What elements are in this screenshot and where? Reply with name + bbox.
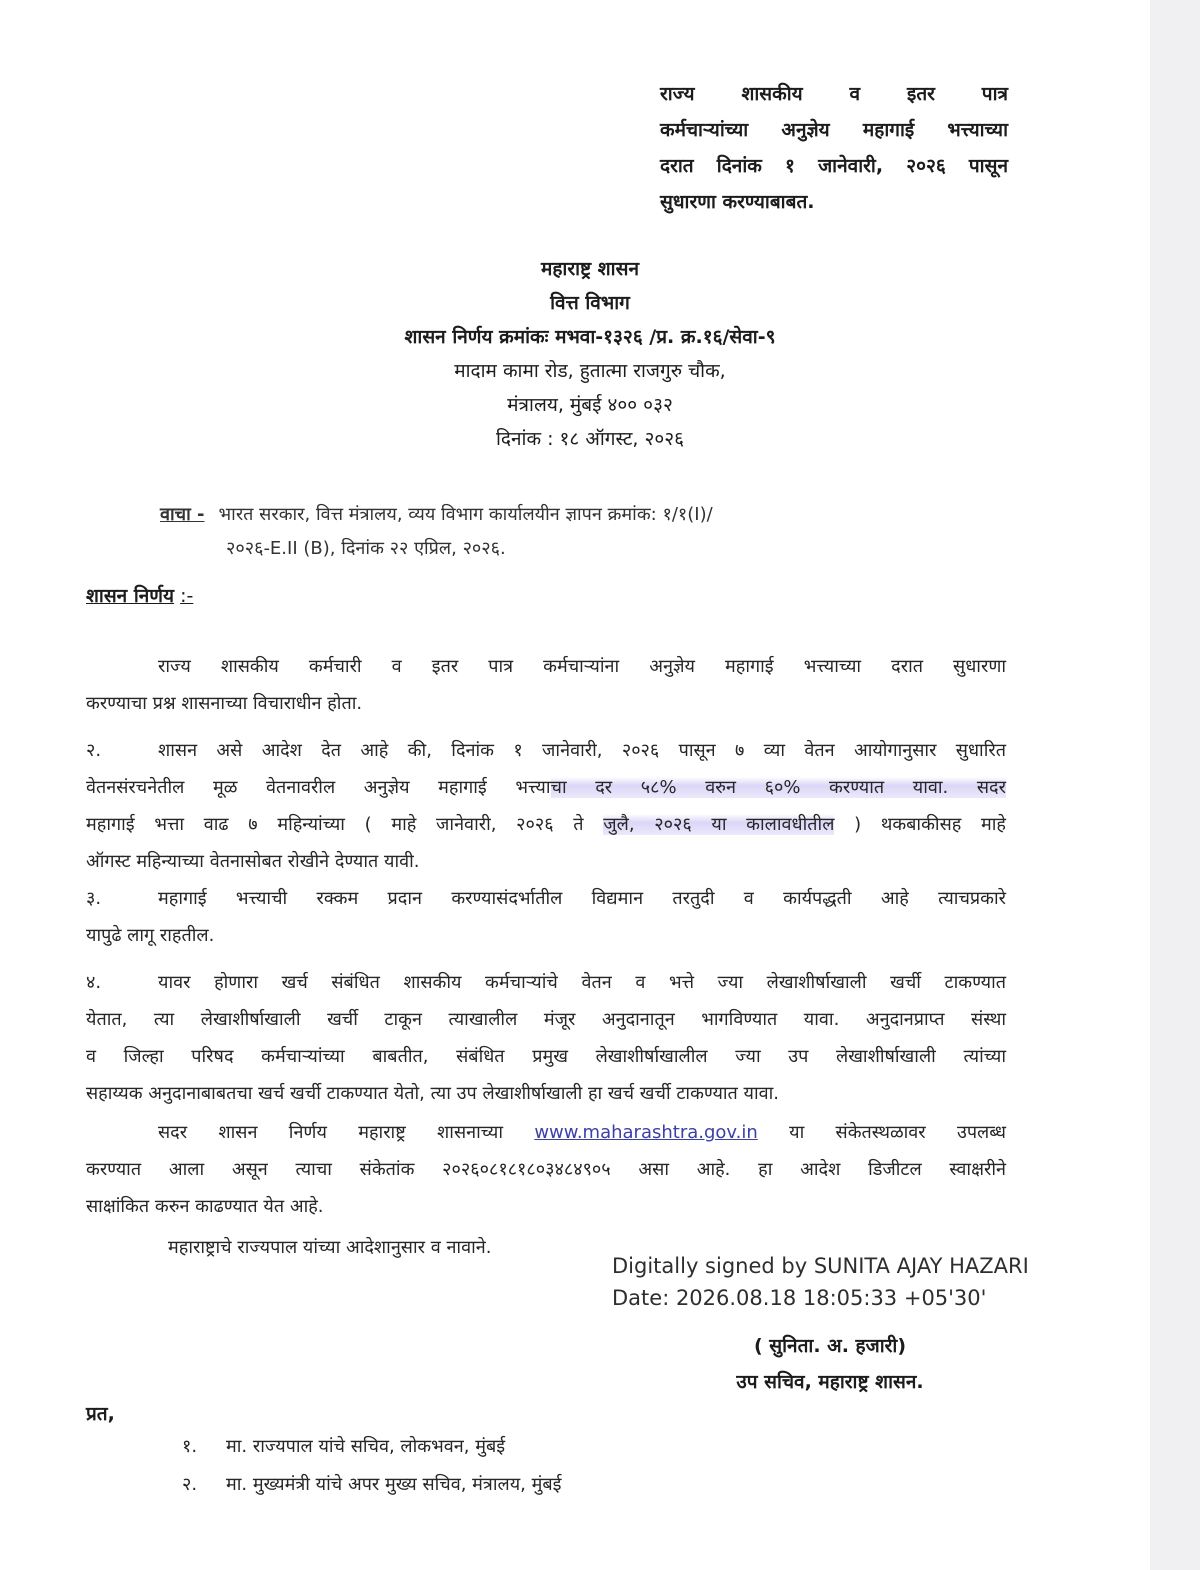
- signatory-name: ( सुनिता. अ. हजारी): [753, 1335, 907, 1357]
- website-link[interactable]: www.maharashtra.gov.in: [534, 1122, 758, 1143]
- copy-to-label: प्रत,: [86, 1403, 115, 1425]
- office-line: मंत्रालय, मुंबई ४०० ०३२: [507, 394, 673, 416]
- highlighted-text: जुलै, २०२६ या कालावधीतील: [603, 814, 835, 835]
- document-header: [200, 252, 980, 456]
- paragraph-4: ४. यावर होणारा खर्च संबंधित शासकीय कर्मचाऱ्यांचे वेतन व भत्ते ज्या लेखाशीर्षाखाली खर्ची टाकण्यात येतात, त्या लेखाशीर्षाखाली खर्ची टाकून त्याखालील मंजूर अनुदानातून भागविण्यात यावा. अनुदानप्राप्त संस्था व जिल्हा परिषद कर्मचाऱ्यांच्या बाबतीत, संबंधित प्रमुख लेखाशीर्षाखालील ज्या उप लेखाशीर्षाखाली त्यांच्या सहाय्यक अनुदानाबाबतचा खर्च खर्ची टाकण्यात येतो, त्या उप लेखाशीर्षाखाली हा खर्च खर्ची टाकण्यात यावा.: [86, 972, 1006, 1104]
- list-item: १. मा. राज्यपाल यांचे सचिव, लोकभवन, मुंबई: [182, 1436, 506, 1457]
- subject-line: सुधारणा करण्याबाबत.: [660, 191, 815, 213]
- subject-block: [660, 76, 1008, 220]
- digital-signature: [612, 1250, 1029, 1314]
- paragraph-3: ३. महागाई भत्त्याची रक्कम प्रदान करण्यासंदर्भातील विद्यमान तरतुदी व कार्यपद्धती आहे त्याचप्रकारे यापुढे लागू राहतील.: [86, 888, 1006, 946]
- list-item: २. मा. मुख्यमंत्री यांचे अपर मुख्य सचिव, मंत्रालय, मुंबई: [182, 1474, 562, 1495]
- address-line: मादाम कामा रोड, हुतात्मा राजगुरु चौक,: [454, 360, 726, 382]
- signatory: [650, 1328, 1010, 1400]
- highlighted-text: चा दर ५८% वरुन ६०% करण्यात यावा. सदर: [550, 777, 1006, 798]
- paragraph-website: सदर शासन निर्णय महाराष्ट्र शासनाच्या www.maharashtra.gov.in या संकेतस्थळावर उपलब्ध करण्यात आला असून त्याचा संकेतांक २०२६०८१८१८०३४८४९०५ असा आहे. हा आदेश डिजीटल स्वाक्षरीने साक्षांकित करुन काढण्यात येत आहे.: [86, 1122, 1006, 1217]
- government-name: महाराष्ट्र शासन: [540, 258, 639, 280]
- subject-line: दरात दिनांक १ जानेवारी, २०२६ पासून: [660, 155, 1008, 177]
- subject-line: राज्य शासकीय व इतर पात्र: [660, 83, 1008, 105]
- viewer-background: [1150, 0, 1200, 1570]
- paragraph-intro: राज्य शासकीय कर्मचारी व इतर पात्र कर्मचाऱ्यांना अनुज्ञेय महागाई भत्त्याच्या दरात सुधारणा करण्याचा प्रश्न शासनाच्या विचाराधीन होता.: [86, 656, 1006, 714]
- signatory-designation: उप सचिव, महाराष्ट्र शासन.: [736, 1371, 924, 1393]
- closing-line: महाराष्ट्राचे राज्यपाल यांच्या आदेशानुसार व नावाने.: [168, 1237, 492, 1258]
- department-name: वित्त विभाग: [550, 292, 630, 314]
- subject-line: कर्मचाऱ्यांच्या अनुज्ञेय महागाई भत्त्याच्या: [660, 119, 1008, 141]
- reference-label: वाचा -: [160, 504, 205, 525]
- reference-block: [160, 498, 920, 566]
- signature-date: Date: 2026.08.18 18:05:33 +05'30': [612, 1286, 987, 1310]
- date-line: दिनांक : १८ ऑगस्ट, २०२६: [495, 428, 685, 450]
- signature-name: Digitally signed by SUNITA AJAY HAZARI: [612, 1254, 1029, 1278]
- reference-text: २०२६-E.II (B), दिनांक २२ एप्रिल, २०२६.: [226, 538, 506, 559]
- paragraph-2: २. शासन असे आदेश देत आहे की, दिनांक १ जानेवारी, २०२६ पासून ७ व्या वेतन आयोगानुसार सुधारित वेतनसंरचनेतील मूळ वेतनावरील अनुज्ञेय महागाई भत्त्याचा दर ५८% वरुन ६०% करण्यात यावा. सदर महागाई भत्ता वाढ ७ महिन्यांच्या ( माहे जानेवारी, २०२६ ते जुलै, २०२६ या कालावधीतील ) थकबाकीसह माहे ऑगस्ट महिन्याच्या वेतनासोबत रोखीने देण्यात यावी.: [86, 740, 1006, 872]
- reference-text: भारत सरकार, वित्त मंत्रालय, व्यय विभाग कार्यालयीन ज्ञापन क्रमांक: १/१(I)/: [218, 504, 713, 525]
- resolution-number: शासन निर्णय क्रमांकः मभवा-१३२६ /प्र. क्र.१६/सेवा-९: [404, 326, 776, 348]
- resolution-heading: शासन निर्णय :-: [86, 585, 194, 607]
